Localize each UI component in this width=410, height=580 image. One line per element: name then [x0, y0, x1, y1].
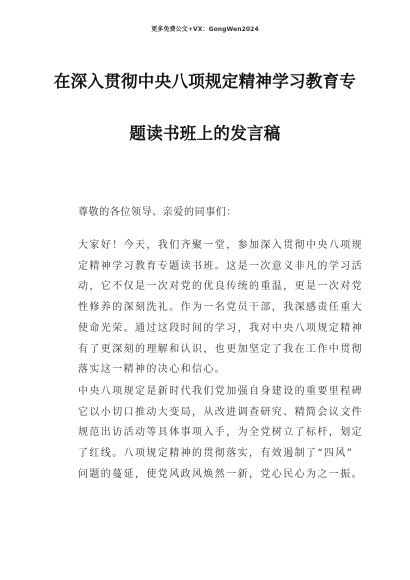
paragraph-line: 规范出访活动等具体事项入手，为全党树立了标杆，划定	[78, 427, 363, 439]
paragraph-line: 落实这一精神的决心和信心。	[78, 364, 227, 376]
paragraph-1	[78, 236, 363, 381]
paragraph-line: 性修养的深刻洗礼。作为一名党员干部，我深感责任重大	[78, 302, 363, 314]
paragraph-line: 定精神学习教育专题读书班。这是一次意义非凡的学习活	[78, 260, 363, 272]
paragraph-line: 使命光荣。通过这段时间的学习，我对中央八项规定精神	[78, 322, 363, 334]
greeting: 尊敬的各位领导、亲爱的同事们：	[78, 207, 237, 218]
paragraph-line: 大家好！今天，我们齐聚一堂，参加深入贯彻中央八项规	[78, 240, 363, 251]
paragraph-line: 有了更深刻的理解和认识，也更加坚定了我在工作中贯彻	[78, 343, 363, 355]
paragraph-2	[78, 382, 363, 486]
document-title-line-2: 题读书班上的发言稿	[129, 124, 281, 143]
paragraph-line: 动，它不仅是一次对党的优良传统的重温，更是一次对党	[78, 281, 363, 293]
paragraph-line: 它以小切口推动大变局，从改进调查研究、精简会议文件	[78, 406, 363, 418]
header-note: 更多免费公文+VX：GongWen2024	[151, 26, 259, 33]
paragraph-line: 问题的蔓延，使党风政风焕然一新，党心民心为之一振。	[78, 468, 363, 480]
paragraph-line: 了红线。八项规定精神的贯彻落实，有效遏制了“四风”	[78, 448, 354, 460]
document-title-line-1: 在深入贯彻中央八项规定精神学习教育专	[53, 72, 357, 91]
paragraph-line: 中央八项规定是新时代我们党加强自身建设的重要里程碑	[78, 386, 363, 397]
